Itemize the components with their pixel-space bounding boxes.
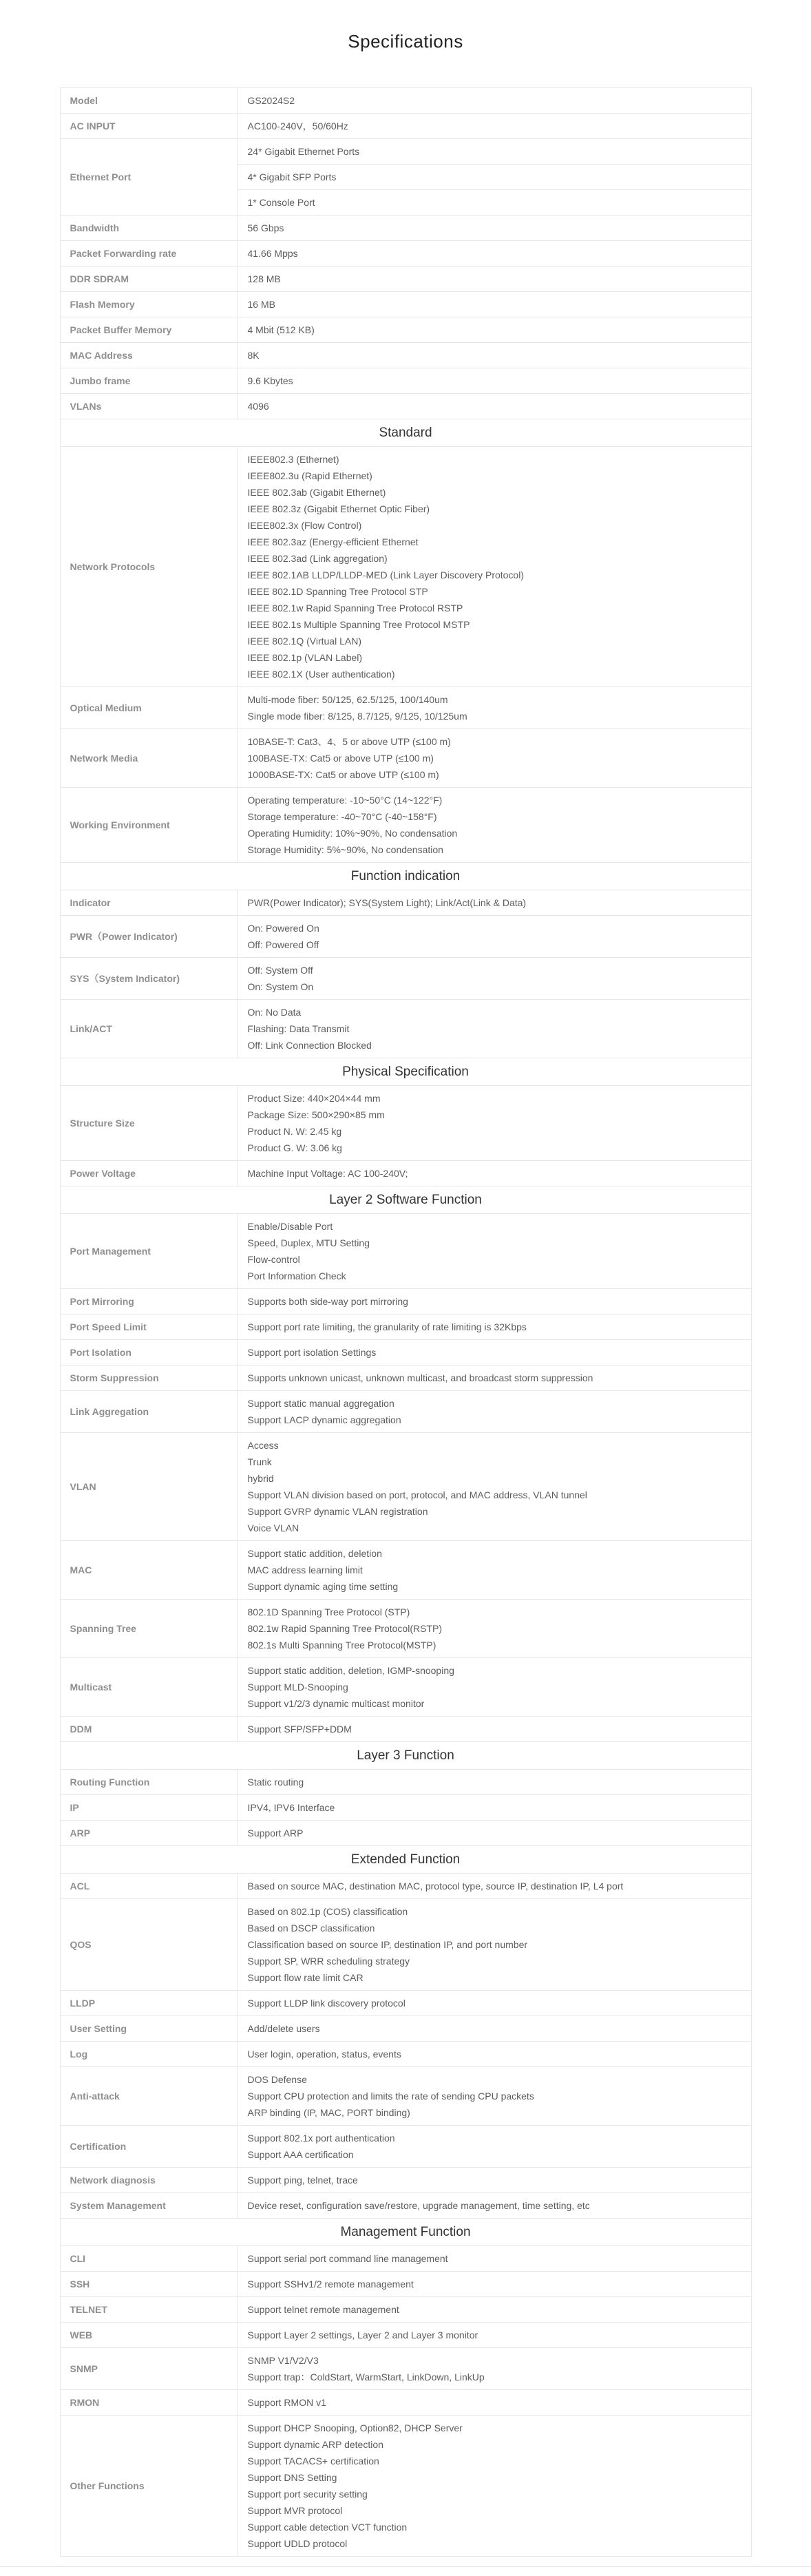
table-row [60,1365,751,1391]
spec-value-line: IEEE802.3u (Rapid Ethernet) [247,470,372,481]
spec-value-line: Machine Input Voltage: AC 100-240V; [247,1168,408,1179]
table-row [60,1600,751,1658]
spec-value-line: Off: Link Connection Blocked [247,1040,372,1051]
spec-value [237,1289,751,1315]
spec-value-line: Support port security setting [247,2489,368,2500]
spec-label: Link/ACT [60,1000,237,1058]
spec-value-line: Support port rate limiting, the granularity of rate limiting is 32Kbps [247,1321,527,1332]
spec-value [237,1340,751,1365]
spec-value [237,916,751,958]
table-row [60,2246,751,2272]
spec-value-line: 4* Gigabit SFP Ports [247,171,337,182]
table-row [60,2126,751,2168]
spec-value-line: Support dynamic aging time setting [247,1581,399,1592]
spec-value [237,890,751,916]
spec-value-line: Support 802.1x port authentication [247,2133,395,2144]
spec-label: WEB [60,2323,237,2348]
spec-label: VLANs [60,394,237,419]
spec-value [237,292,751,317]
table-row [60,1541,751,1600]
spec-value-line: Support v1/2/3 dynamic multicast monitor [247,1698,425,1709]
spec-label: Spanning Tree [60,1600,237,1658]
spec-value-line: Static routing [247,1777,304,1788]
table-row [60,2168,751,2193]
footer-divider [0,2566,811,2576]
table-row [60,2323,751,2348]
spec-value-line: Single mode fiber: 8/125, 8.7/125, 9/125, 10/125um [247,711,467,722]
spec-value-line: IEEE 802.1Q (Virtual LAN) [247,636,361,647]
spec-value-line: On: System On [247,981,314,992]
spec-label: LLDP [60,1991,237,2016]
spec-value-line: Support MVR protocol [247,2505,343,2516]
spec-value-line: Flashing: Data Transmit [247,1023,350,1034]
spec-value [237,2272,751,2297]
spec-label: Port Management [60,1214,237,1289]
spec-label: Packet Forwarding rate [60,241,237,266]
spec-label: Ethernet Port [60,139,237,216]
spec-value-line: SNMP V1/V2/V3 [247,2355,319,2366]
spec-label: SYS（System Indicator) [60,958,237,1000]
spec-value-line: Classification based on source IP, destination IP, and port number [247,1939,528,1950]
page-title: Specifications [348,31,463,52]
table-row [60,139,751,165]
table-row [60,1000,751,1058]
spec-value [237,394,751,419]
spec-value [237,687,751,729]
spec-value-line: Support GVRP dynamic VLAN registration [247,1506,428,1517]
spec-value-line: On: Powered On [247,923,319,934]
table-row [60,1717,751,1742]
table-row [60,2390,751,2416]
table-row [60,114,751,139]
spec-label: Log [60,2042,237,2067]
spec-value-line: IEEE 802.3ab (Gigabit Ethernet) [247,487,386,498]
spec-label: RMON [60,2390,237,2416]
spec-value-line: Product Size: 440×204×44 mm [247,1093,381,1104]
spec-value [237,2042,751,2067]
spec-value-line: IEEE 802.1s Multiple Spanning Tree Protocol MSTP [247,619,470,630]
table-row [60,916,751,958]
spec-value [237,729,751,788]
spec-value [237,1874,751,1899]
spec-value-line: Storage temperature: -40~70°C (-40~158°F) [247,811,437,822]
spec-label: Network Protocols [60,447,237,687]
spec-value [237,1086,751,1161]
spec-value-line: Product G. W: 3.06 kg [247,1142,342,1153]
section-row [60,419,751,447]
spec-value-line: Support trap：ColdStart, WarmStart, LinkDown, LinkUp [247,2371,485,2383]
spec-label: ARP [60,1821,237,1846]
section-row [60,2219,751,2246]
spec-value-line: hybrid [247,1473,274,1484]
spec-value-line: 16 MB [247,299,275,310]
table-row [60,1214,751,1289]
table-row [60,1899,751,1991]
spec-value-line: Port Information Check [247,1270,346,1281]
table-row [60,343,751,368]
spec-value-line: 10BASE-T: Cat3、4、5 or above UTP (≤100 m) [247,736,451,747]
spec-value-line: IEEE 802.1w Rapid Spanning Tree Protocol RSTP [247,603,463,614]
spec-value-line: On: No Data [247,1007,302,1018]
spec-value-line: Support TACACS+ certification [247,2455,379,2467]
spec-label: Multicast [60,1658,237,1717]
spec-value-line: 802.1w Rapid Spanning Tree Protocol(RSTP) [247,1623,442,1634]
spec-label: Link Aggregation [60,1391,237,1433]
section-header: Standard [60,419,751,447]
spec-value [237,2246,751,2272]
spec-label: MAC Address [60,343,237,368]
spec-value [237,1770,751,1795]
spec-value [237,216,751,241]
spec-value-line: 24* Gigabit Ethernet Ports [247,146,360,157]
spec-value-line: Support dynamic ARP detection [247,2439,383,2450]
spec-value-line: Trunk [247,1456,272,1467]
spec-label: Model [60,88,237,114]
spec-value [237,1391,751,1433]
spec-value [237,165,751,190]
section-row [60,1186,751,1214]
spec-label: Port Speed Limit [60,1315,237,1340]
spec-value [237,1899,751,1991]
spec-value-line: Support VLAN division based on port, protocol, and MAC address, VLAN tunnel [247,1489,587,1500]
spec-label: Storm Suppression [60,1365,237,1391]
spec-value-line: 4096 [247,401,269,412]
table-row [60,2016,751,2042]
spec-label: Routing Function [60,1770,237,1795]
spec-value [237,266,751,292]
spec-value-line: 1000BASE-TX: Cat5 or above UTP (≤100 m) [247,769,439,780]
spec-value-line: DOS Defense [247,2074,307,2085]
spec-label: TELNET [60,2297,237,2323]
spec-value [237,2323,751,2348]
spec-value [237,317,751,343]
spec-label: QOS [60,1899,237,1991]
spec-label: CLI [60,2246,237,2272]
spec-value [237,447,751,687]
spec-value-line: Off: Powered Off [247,939,319,950]
table-row [60,394,751,419]
spec-value [237,1658,751,1717]
section-header: Management Function [60,2219,751,2246]
table-row [60,266,751,292]
table-row [60,2193,751,2219]
spec-value-line: Off: System Off [247,965,313,976]
spec-value [237,788,751,863]
table-row [60,88,751,114]
spec-value-line: 41.66 Mpps [247,248,298,259]
spec-value-line: Support AAA certification [247,2149,354,2160]
spec-value-line: Support SSHv1/2 remote management [247,2279,414,2290]
spec-value [237,1795,751,1821]
section-row [60,1846,751,1874]
section-header: Physical Specification [60,1058,751,1086]
spec-value [237,1821,751,1846]
spec-value-line: Support DNS Setting [247,2472,337,2483]
specifications-table [60,87,752,2557]
spec-label: Port Isolation [60,1340,237,1365]
table-row [60,447,751,687]
spec-value [237,2067,751,2126]
spec-value-line: Support LLDP link discovery protocol [247,1998,406,2009]
spec-value-line: Support LACP dynamic aggregation [247,1414,401,1425]
spec-value-line: Support RMON v1 [247,2397,326,2408]
section-header: Layer 3 Function [60,1742,751,1770]
table-row [60,241,751,266]
spec-value [237,190,751,216]
spec-value [237,1717,751,1742]
spec-value-line: Product N. W: 2.45 kg [247,1126,342,1137]
spec-value [237,2193,751,2219]
spec-value [237,1214,751,1289]
table-row [60,687,751,729]
spec-value [237,114,751,139]
spec-label: Other Functions [60,2416,237,2557]
spec-value-line: Support SFP/SFP+DDM [247,1724,352,1735]
spec-value-line: IEEE802.3x (Flow Control) [247,520,362,531]
spec-value-line: Package Size: 500×290×85 mm [247,1109,385,1120]
spec-value [237,2126,751,2168]
table-row [60,1340,751,1365]
section-header: Layer 2 Software Function [60,1186,751,1214]
spec-value-line: Support MLD-Snooping [247,1682,348,1693]
spec-value-line: Support cable detection VCT function [247,2522,408,2533]
spec-label: Bandwidth [60,216,237,241]
spec-value-line: Support UDLD protocol [247,2538,348,2549]
spec-label: Optical Medium [60,687,237,729]
spec-value-line: IEEE 802.1X (User authentication) [247,669,395,680]
spec-value-line: 100BASE-TX: Cat5 or above UTP (≤100 m) [247,753,434,764]
spec-value-line: 8K [247,350,260,361]
section-row [60,1058,751,1086]
spec-value-line: Enable/Disable Port [247,1221,333,1232]
spec-value-line: 9.6 Kbytes [247,375,293,386]
spec-value [237,343,751,368]
spec-label: IP [60,1795,237,1821]
spec-value [237,958,751,1000]
spec-label: AC INPUT [60,114,237,139]
spec-value-line: IEEE802.3 (Ethernet) [247,454,339,465]
spec-value [237,1315,751,1340]
spec-value-line: Multi-mode fiber: 50/125, 62.5/125, 100/140um [247,694,448,705]
spec-value-line: Supports both side-way port mirroring [247,1296,408,1307]
spec-value-line: Support ARP [247,1828,304,1839]
spec-label: DDR SDRAM [60,266,237,292]
spec-label: SNMP [60,2348,237,2390]
table-row [60,317,751,343]
section-header: Extended Function [60,1846,751,1874]
spec-label: Network Media [60,729,237,788]
spec-value-line: GS2024S2 [247,95,295,106]
spec-label: ACL [60,1874,237,1899]
spec-label: Certification [60,2126,237,2168]
table-row [60,2348,751,2390]
spec-value-line: IEEE 802.3ad (Link aggregation) [247,553,388,564]
table-row [60,1821,751,1846]
spec-value-line: Support ping, telnet, trace [247,2175,358,2186]
spec-label: Indicator [60,890,237,916]
specifications-table-body [60,88,751,2557]
table-row [60,729,751,788]
table-row [60,1086,751,1161]
spec-value-line: IEEE 802.3az (Energy-efficient Ethernet [247,536,419,547]
spec-value-line: Support SP, WRR scheduling strategy [247,1956,410,1967]
spec-value [237,1161,751,1186]
spec-value [237,88,751,114]
spec-value-line: 802.1D Spanning Tree Protocol (STP) [247,1606,410,1617]
spec-value-line: Supports unknown unicast, unknown multicast, and broadcast storm suppression [247,1372,593,1383]
section-row [60,1742,751,1770]
spec-value-line: IEEE 802.1AB LLDP/LLDP-MED (Link Layer Discovery Protocol) [247,569,524,580]
spec-value [237,2016,751,2042]
spec-value-line: Support static addition, deletion [247,1548,382,1559]
spec-value-line: Support CPU protection and limits the rate of sending CPU packets [247,2091,534,2102]
spec-value-line: Operating Humidity: 10%~90%, No condensation [247,828,458,839]
table-row [60,2416,751,2557]
table-row [60,1795,751,1821]
spec-value-line: 802.1s Multi Spanning Tree Protocol(MSTP) [247,1640,436,1651]
spec-label: Power Voltage [60,1161,237,1186]
spec-value [237,1600,751,1658]
spec-value-line: 128 MB [247,273,281,284]
spec-label: Anti-attack [60,2067,237,2126]
spec-label: Port Mirroring [60,1289,237,1315]
table-row [60,1991,751,2016]
spec-value-line: Based on DSCP classification [247,1923,375,1934]
spec-value [237,241,751,266]
spec-label: VLAN [60,1433,237,1541]
spec-value-line: PWR(Power Indicator); SYS(System Light); Link/Act(Link & Data) [247,897,527,908]
spec-value-line: Add/delete users [247,2023,320,2034]
spec-value-line: Support static addition, deletion, IGMP-snooping [247,1665,454,1676]
spec-value [237,2416,751,2557]
spec-label: Network diagnosis [60,2168,237,2193]
spec-value-line: Access [247,1440,279,1451]
table-row [60,958,751,1000]
table-row [60,216,751,241]
spec-value [237,139,751,165]
spec-value-line: Support flow rate limit CAR [247,1972,364,1983]
section-row [60,863,751,890]
spec-value [237,1000,751,1058]
spec-value-line: 56 Gbps [247,222,284,233]
spec-value-line: Based on 802.1p (COS) classification [247,1906,408,1917]
spec-label: MAC [60,1541,237,1600]
spec-value [237,1433,751,1541]
spec-value-line: 4 Mbit (512 KB) [247,324,315,335]
spec-value-line: Operating temperature: -10~50°C (14~122°F) [247,795,443,806]
spec-value-line: Storage Humidity: 5%~90%, No condensation [247,844,443,855]
spec-value-line: Speed, Duplex, MTU Setting [247,1237,370,1248]
spec-value-line: IEEE 802.3z (Gigabit Ethernet Optic Fiber) [247,503,430,514]
spec-value-line: User login, operation, status, events [247,2049,401,2060]
spec-value-line: Support DHCP Snooping, Option82, DHCP Server [247,2422,463,2433]
spec-value-line: Based on source MAC, destination MAC, protocol type, source IP, destination IP, L4 port [247,1881,624,1892]
table-row [60,1315,751,1340]
spec-value-line: AC100-240V，50/60Hz [247,121,348,132]
spec-value-line: ARP binding (IP, MAC, PORT binding) [247,2107,410,2118]
spec-value [237,2168,751,2193]
spec-value [237,2348,751,2390]
table-row [60,1433,751,1541]
table-row [60,1874,751,1899]
table-row [60,292,751,317]
spec-label: User Setting [60,2016,237,2042]
spec-value [237,1365,751,1391]
table-row [60,368,751,394]
spec-label: PWR（Power Indicator) [60,916,237,958]
spec-value-line: Voice VLAN [247,1522,299,1533]
spec-value-line: IEEE 802.1p (VLAN Label) [247,652,363,663]
spec-value-line: MAC address learning limit [247,1564,363,1575]
table-row [60,2297,751,2323]
table-row [60,2272,751,2297]
spec-value-line: Support port isolation Settings [247,1347,377,1358]
spec-value-line: IPV4, IPV6 Interface [247,1802,335,1813]
spec-label: Flash Memory [60,292,237,317]
table-row [60,890,751,916]
spec-label: SSH [60,2272,237,2297]
spec-value-line: Support Layer 2 settings, Layer 2 and Layer 3 monitor [247,2329,478,2341]
spec-value-line: Support telnet remote management [247,2304,399,2315]
table-row [60,1391,751,1433]
spec-value [237,1991,751,2016]
table-row [60,1289,751,1315]
table-row [60,2042,751,2067]
spec-value-line: Support static manual aggregation [247,1398,394,1409]
spec-label: Packet Buffer Memory [60,317,237,343]
spec-value-line: IEEE 802.1D Spanning Tree Protocol STP [247,586,428,597]
spec-value-line: 1* Console Port [247,197,315,208]
table-row [60,1161,751,1186]
spec-value [237,2390,751,2416]
spec-label: System Management [60,2193,237,2219]
spec-value [237,2297,751,2323]
spec-label: Jumbo frame [60,368,237,394]
table-row [60,1770,751,1795]
spec-value-line: Support serial port command line management [247,2253,448,2264]
spec-label: Working Environment [60,788,237,863]
spec-value-line: Device reset, configuration save/restore, upgrade management, time setting, etc [247,2200,590,2211]
spec-label: Structure Size [60,1086,237,1161]
spec-value-line: Flow-control [247,1254,300,1265]
spec-label: DDM [60,1717,237,1742]
spec-value [237,1541,751,1600]
table-row [60,788,751,863]
spec-value [237,368,751,394]
table-row [60,1658,751,1717]
section-header: Function indication [60,863,751,890]
table-row [60,2067,751,2126]
